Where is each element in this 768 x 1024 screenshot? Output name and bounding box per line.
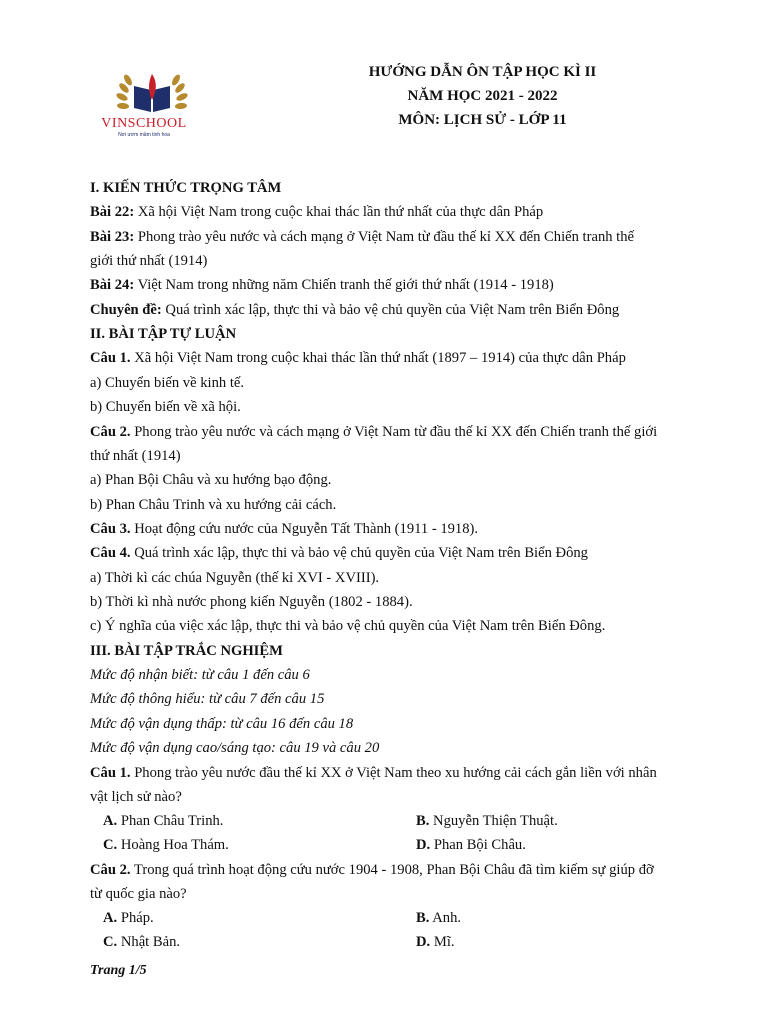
lesson-23-cont: giới thứ nhất (1914) xyxy=(90,253,208,269)
option-key: C. xyxy=(103,934,118,950)
lesson-text: Quá trình xác lập, thực thi và bảo vệ chủ quyền của Việt Nam trên Biển Đông xyxy=(161,302,620,318)
option-key: C. xyxy=(103,837,118,853)
essay-q2-a: a) Phan Bội Châu và xu hướng bạo động. xyxy=(90,472,332,488)
question-text: Quá trình xác lập, thực thi và bảo vệ chủ quyền của Việt Nam trên Biển Đông xyxy=(130,545,588,561)
essay-q1 xyxy=(90,349,695,367)
mc-question-1-cont: vật lịch sử nào? xyxy=(90,789,182,805)
lesson-24 xyxy=(90,276,695,294)
level-comprehension: Mức độ thông hiểu: từ câu 7 đến câu 15 xyxy=(90,691,325,707)
lesson-label: Bài 23: xyxy=(90,229,135,245)
lesson-22 xyxy=(90,203,695,221)
mc-question-2 xyxy=(90,861,695,879)
question-label: Câu 1. xyxy=(90,350,131,366)
option-key: A. xyxy=(103,910,118,926)
lesson-23 xyxy=(90,228,695,246)
lesson-text: Việt Nam trong những năm Chiến tranh thế giới thứ nhất (1914 - 1918) xyxy=(134,277,554,293)
mc2-option-c xyxy=(103,933,180,951)
essay-q2 xyxy=(90,423,695,441)
option-text: Nhật Bản. xyxy=(117,934,181,950)
mc1-option-b xyxy=(416,812,558,830)
lesson-text: Phong trào yêu nước và cách mạng ở Việt Nam từ đầu thế kỉ XX đến Chiến tranh thế xyxy=(134,229,635,245)
question-text: Hoạt động cứu nước của Nguyễn Tất Thành (1911 - 1918). xyxy=(130,521,479,537)
question-label: Câu 1. xyxy=(90,765,131,781)
essay-q4-b: b) Thời kì nhà nước phong kiến Nguyễn (1802 - 1884). xyxy=(90,594,413,610)
option-key: B. xyxy=(416,910,430,926)
option-text: Nguyễn Thiện Thuật. xyxy=(429,813,558,829)
option-text: Hoàng Hoa Thám. xyxy=(117,837,229,853)
question-label: Câu 2. xyxy=(90,862,131,878)
level-recognition: Mức độ nhận biết: từ câu 1 đến câu 6 xyxy=(90,667,310,683)
option-text: Phan Châu Trinh. xyxy=(117,813,224,829)
lesson-label: Bài 22: xyxy=(90,204,135,220)
section-1-heading: I. KIẾN THỨC TRỌNG TÂM xyxy=(90,180,282,196)
mc-question-2-cont: từ quốc gia nào? xyxy=(90,886,187,902)
mc1-option-a xyxy=(103,812,223,830)
mc2-option-b xyxy=(416,909,461,927)
option-text: Mĩ. xyxy=(430,934,455,950)
question-label: Câu 2. xyxy=(90,424,131,440)
level-low-application: Mức độ vận dụng thấp: từ câu 16 đến câu 18 xyxy=(90,716,354,732)
mc2-option-a xyxy=(103,909,154,927)
logo-text: VINSCHOOL xyxy=(101,116,187,131)
essay-q4-c: c) Ý nghĩa của việc xác lập, thực thi và bảo vệ chủ quyền của Việt Nam trên Biển Đông. xyxy=(90,618,606,634)
doc-title: HƯỚNG DẪN ÔN TẬP HỌC KÌ II xyxy=(368,64,597,80)
option-key: B. xyxy=(416,813,430,829)
mc2-option-d xyxy=(416,933,455,951)
section-3-heading: III. BÀI TẬP TRẮC NGHIỆM xyxy=(90,643,283,659)
question-text: Trong quá trình hoạt động cứu nước 1904 - 1908, Phan Bội Châu đã tìm kiếm sự giúp đỡ xyxy=(130,862,654,878)
essay-q3 xyxy=(90,520,695,538)
option-text: Pháp. xyxy=(117,910,154,926)
essay-q1-b: b) Chuyển biến về xã hội. xyxy=(90,399,241,415)
mc-question-1 xyxy=(90,764,695,782)
essay-q4-a: a) Thời kì các chúa Nguyễn (thế kỉ XVI - XVIII). xyxy=(90,570,380,586)
question-label: Câu 4. xyxy=(90,545,131,561)
vinschool-logo xyxy=(101,66,200,140)
option-key: A. xyxy=(103,813,118,829)
mc1-option-c xyxy=(103,836,229,854)
subject-line: MÔN: LỊCH SỬ - LỚP 11 xyxy=(398,112,567,128)
level-high-application: Mức độ vận dụng cao/sáng tạo: câu 19 và câu 20 xyxy=(90,740,380,756)
question-text: Phong trào yêu nước đầu thế kỉ XX ở Việt Nam theo xu hướng cải cách gắn liền với nhân xyxy=(130,765,657,781)
essay-q2-cont: thứ nhất (1914) xyxy=(90,448,181,464)
question-text: Phong trào yêu nước và cách mạng ở Việt Nam từ đầu thế kỉ XX đến Chiến tranh thế giới xyxy=(130,424,658,440)
option-text: Phan Bội Châu. xyxy=(430,837,526,853)
mc1-option-d xyxy=(416,836,526,854)
school-year: NĂM HỌC 2021 - 2022 xyxy=(407,88,558,104)
essay-q1-a: a) Chuyển biến về kinh tế. xyxy=(90,375,245,391)
lesson-text: Xã hội Việt Nam trong cuộc khai thác lần thứ nhất của thực dân Pháp xyxy=(134,204,544,220)
section-2-heading: II. BÀI TẬP TỰ LUẬN xyxy=(90,326,237,342)
lesson-label: Bài 24: xyxy=(90,277,135,293)
option-text: Anh. xyxy=(429,910,462,926)
logo-tagline: Nơi ươm mầm tinh hoa xyxy=(118,132,170,138)
page-number: Trang 1/5 xyxy=(90,963,147,978)
option-key: D. xyxy=(416,837,431,853)
question-label: Câu 3. xyxy=(90,521,131,537)
question-text: Xã hội Việt Nam trong cuộc khai thác lần thứ nhất (1897 – 1914) của thực dân Pháp xyxy=(130,350,626,366)
essay-q2-b: b) Phan Châu Trinh và xu hướng cải cách. xyxy=(90,497,337,513)
option-key: D. xyxy=(416,934,431,950)
essay-q4 xyxy=(90,544,695,562)
lesson-label: Chuyên đề: xyxy=(90,302,162,318)
topic xyxy=(90,301,695,319)
